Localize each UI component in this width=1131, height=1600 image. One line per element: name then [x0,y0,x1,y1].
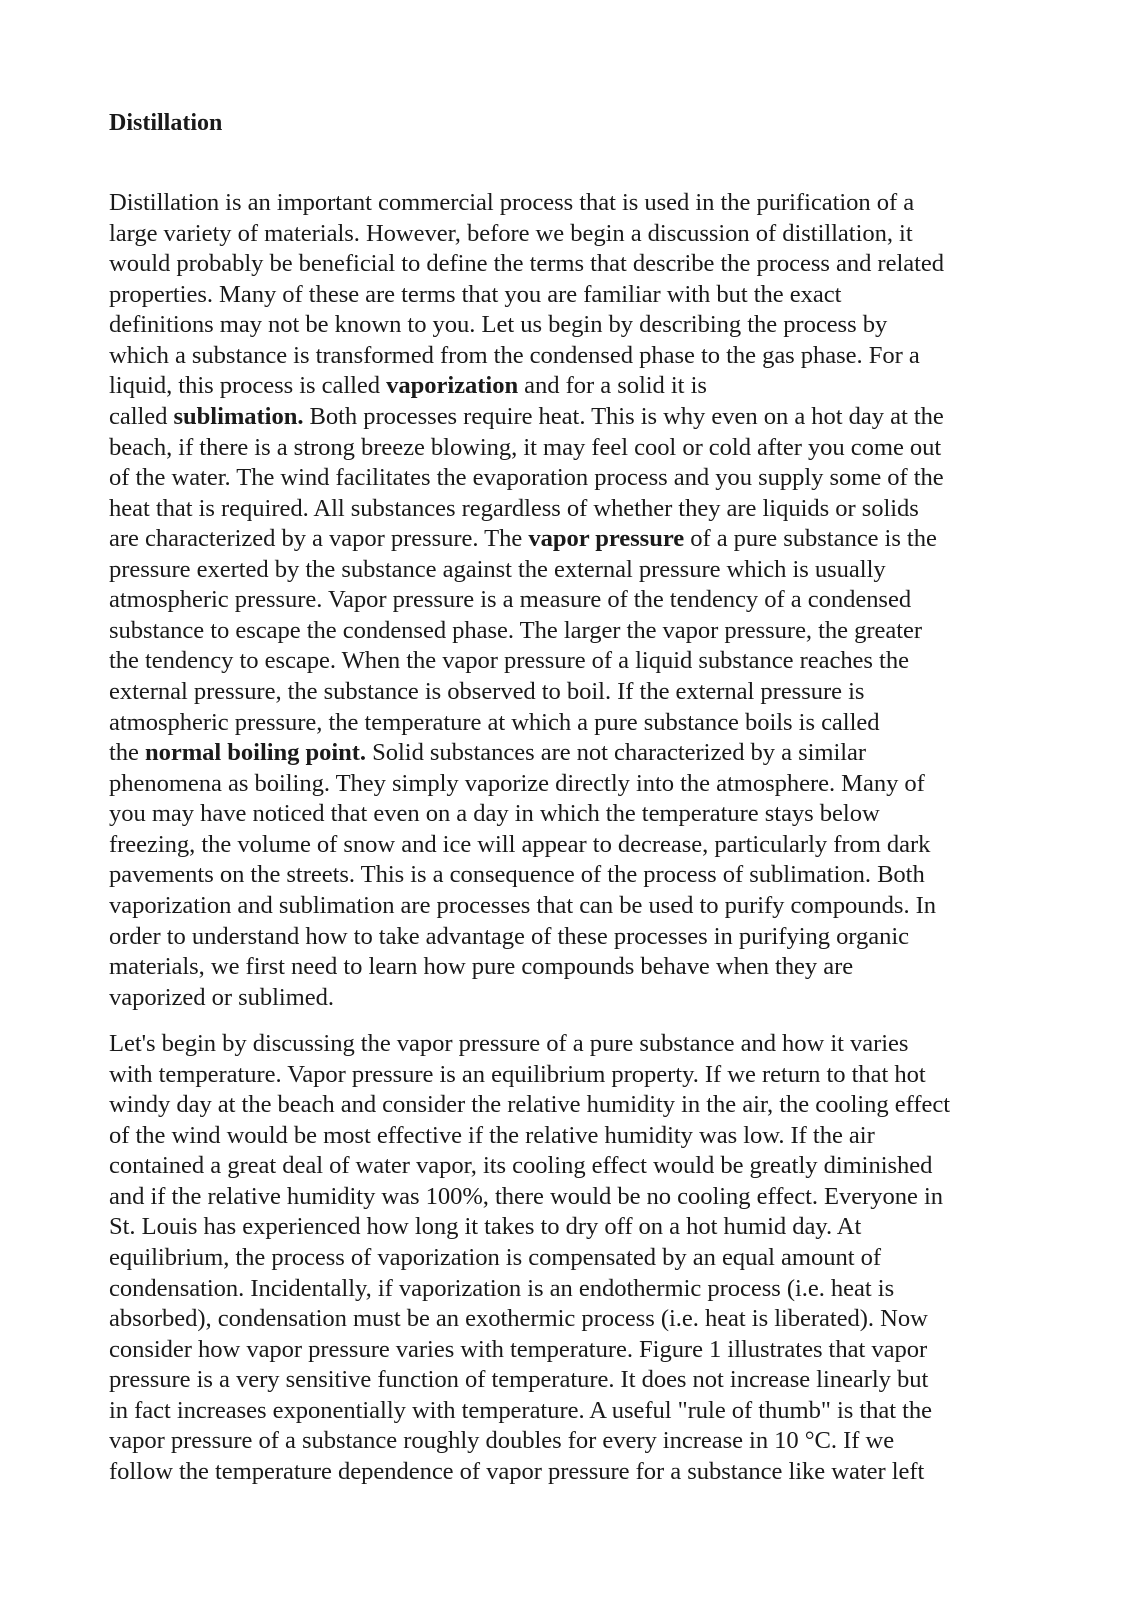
text-run: external pressure, the substance is observed to boil. If the external pressure is [109,678,865,705]
paragraph-1 [109,188,944,1013]
text-run: Distillation is an important commercial process that is used in the purification of a [109,189,915,216]
text-run: follow the temperature dependence of vapor pressure for a substance like water left [109,1457,925,1485]
text-line [109,463,944,494]
text-line [109,219,944,250]
text-run: and for a solid it is [518,372,707,400]
text-run: would probably be beneficial to define the terms that describe the process and related [109,250,944,278]
text-line [109,494,944,525]
text-line [109,402,944,433]
text-line [109,830,944,861]
text-run: of the water. The wind facilitates the evaporation process and you supply some of the [109,464,944,492]
text-run: atmospheric pressure. Vapor pressure is a measure of the tendency of a condensed [109,586,912,614]
text-run: of a pure substance is the [684,525,937,553]
text-line [109,1151,950,1182]
text-run: atmospheric pressure, the temperature at which a pure substance boils is called [109,708,880,736]
text-line [109,1090,950,1121]
bold-term: normal boiling point. [145,739,367,767]
text-run: materials, we first need to learn how pure compounds behave when they are [109,953,854,981]
text-line [109,1365,950,1396]
text-line [109,1060,950,1091]
text-line [109,371,944,402]
text-line [109,1182,950,1213]
text-run: heat that is required. All substances regardless of whether they are liquids or solids [109,494,919,522]
text-run: which a substance is transformed from the condensed phase to the gas phase. For a [109,341,920,369]
text-line [109,616,944,647]
text-line [109,188,944,219]
text-run: pressure is a very sensitive function of temperature. It does not increase linearly but [109,1366,929,1394]
text-line [109,1335,950,1366]
text-run: called [109,402,174,430]
text-run: definitions may not be known to you. Let us begin by describing the process by [109,311,888,339]
text-line [109,1212,950,1243]
text-run: of the wind would be most effective if the relative humidity was low. If the air [109,1121,875,1149]
text-run: condensation. Incidentally, if vaporization is an endothermic process (i.e. heat is [109,1274,895,1302]
text-line [109,769,944,800]
text-line [109,677,944,708]
text-run: windy day at the beach and consider the relative humidity in the air, the cooling effect [109,1091,950,1119]
text-line [109,524,944,555]
text-line [109,1274,950,1305]
text-line [109,1029,950,1060]
bold-term: sublimation. [173,402,304,430]
text-run: in fact increases exponentially with temperature. A useful "rule of thumb" is that the [109,1396,933,1424]
bold-term: vapor pressure [528,525,685,553]
text-line [109,341,944,372]
text-run: you may have noticed that even on a day in which the temperature stays below [109,800,880,828]
text-run: Solid substances are not characterized by a similar [366,739,867,767]
text-run: consider how vapor pressure varies with temperature. Figure 1 illustrates that vapor [109,1335,928,1363]
text-run: with temperature. Vapor pressure is an equilibrium property. If we return to that hot [109,1060,926,1088]
text-line [109,1304,950,1335]
text-line [109,249,944,280]
text-line [109,310,944,341]
text-run: vaporized or sublimed. [109,983,334,1011]
document-page [109,0,1039,1600]
text-line [109,799,944,830]
text-line [109,280,944,311]
bold-term: vaporization [386,372,519,400]
text-run: equilibrium, the process of vaporization is compensated by an equal amount of [109,1243,882,1271]
text-run: beach, if there is a strong breeze blowing, it may feel cool or cold after you come out [109,433,942,461]
text-run: St. Louis has experienced how long it takes to dry off on a hot humid day. At [109,1213,862,1241]
text-run: vaporization and sublimation are processes that can be used to purify compounds. In [109,891,937,919]
text-line [109,585,944,616]
text-run: liquid, this process is called [109,372,387,400]
text-line [109,891,944,922]
text-run: the tendency to escape. When the vapor pressure of a liquid substance reaches the [109,647,909,675]
text-line [109,1426,950,1457]
text-line [109,1457,950,1488]
text-line [109,1121,950,1152]
text-run: vapor pressure of a substance roughly doubles for every increase in 10 °C. If we [109,1427,895,1455]
text-run: properties. Many of these are terms that you are familiar with but the exact [109,280,842,308]
text-run: freezing, the volume of snow and ice will appear to decrease, particularly from dark [109,830,931,858]
document-title: Distillation [109,110,223,136]
text-line [109,708,944,739]
text-run: and if the relative humidity was 100%, there would be no cooling effect. Everyone in [109,1182,944,1210]
text-run: contained a great deal of water vapor, its cooling effect would be greatly diminished [109,1152,933,1180]
text-run: are characterized by a vapor pressure. The [109,525,529,553]
text-line [109,738,944,769]
text-run: pavements on the streets. This is a consequence of the process of sublimation. Both [109,861,925,889]
text-run: large variety of materials. However, before we begin a discussion of distillation, it [109,219,913,247]
text-line [109,646,944,677]
text-run: order to understand how to take advantage of these processes in purifying organic [109,922,910,950]
text-line [109,555,944,586]
text-line [109,952,944,983]
text-run: the [109,739,145,767]
text-line [109,983,944,1014]
text-line [109,922,944,953]
text-run: Let's begin by discussing the vapor pressure of a pure substance and how it varies [109,1030,909,1057]
text-line [109,1243,950,1274]
text-line [109,860,944,891]
text-run: phenomena as boiling. They simply vaporize directly into the atmosphere. Many of [109,769,925,797]
text-run: absorbed), condensation must be an exothermic process (i.e. heat is liberated). Now [109,1305,928,1333]
text-run: Both processes require heat. This is why even on a hot day at the [303,402,944,430]
text-run: substance to escape the condensed phase. The larger the vapor pressure, the greater [109,616,923,644]
paragraph-2 [109,1029,950,1487]
text-line [109,433,944,464]
text-run: pressure exerted by the substance against the external pressure which is usually [109,555,886,583]
text-line [109,1396,950,1427]
